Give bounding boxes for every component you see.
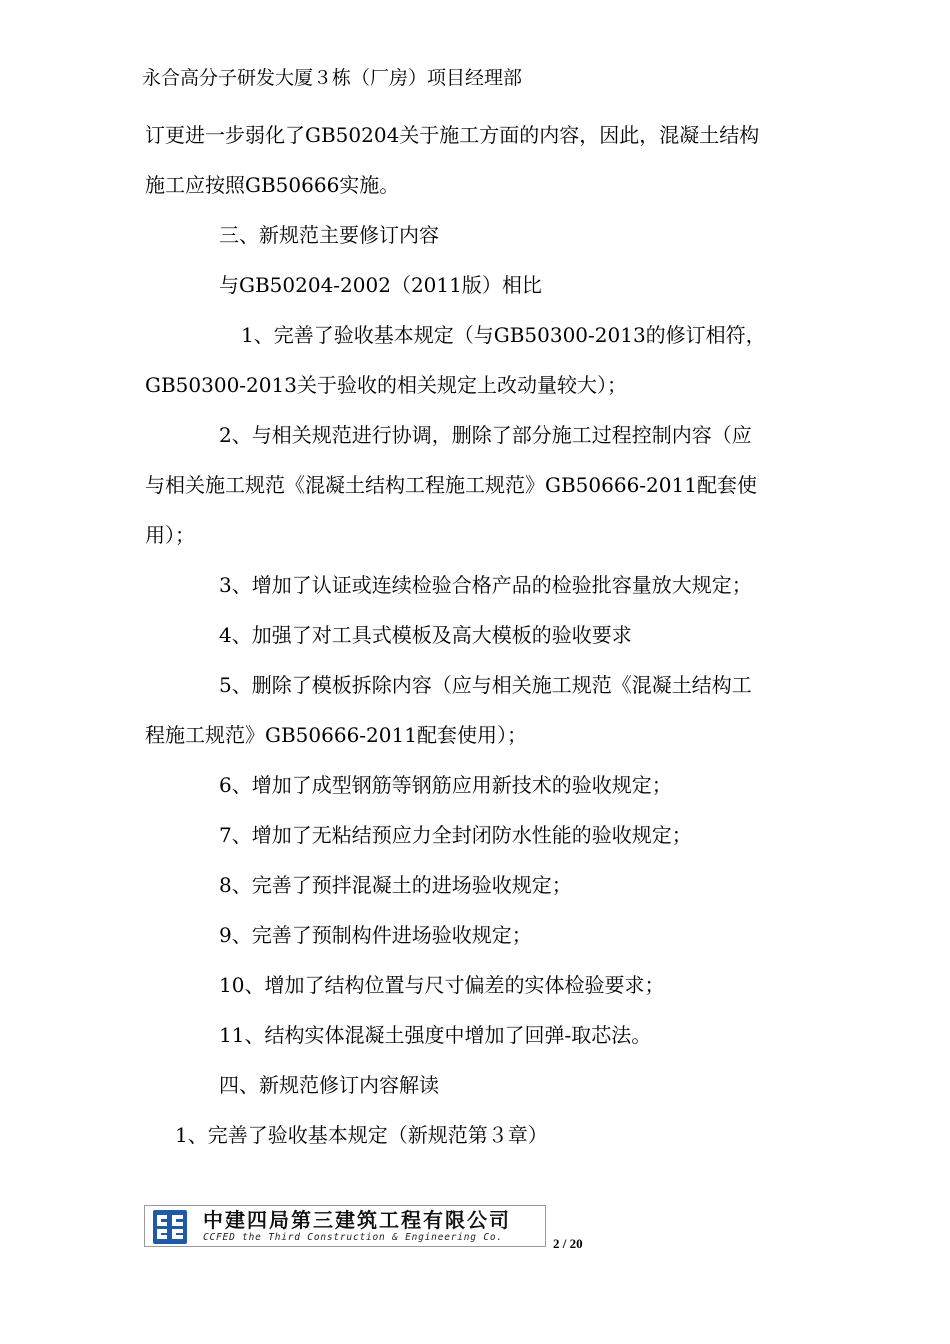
section-heading-3: 三、新规范主要修订内容 bbox=[219, 223, 439, 247]
body-line-2: 施工应按照GB50666实施。 bbox=[145, 173, 400, 197]
list-item-10: 10、增加了结构位置与尺寸偏差的实体检验要求； bbox=[219, 973, 665, 997]
list-item-9: 9、完善了预制构件进场验收规定； bbox=[219, 923, 532, 947]
list-item-1-line-2: GB50300-2013关于验收的相关规定上改动量较大）； bbox=[145, 373, 627, 397]
list-item-8: 8、完善了预拌混凝土的进场验收规定； bbox=[219, 873, 572, 897]
company-name-en: CCFED the Third Construction & Engineering Co. bbox=[203, 1232, 503, 1243]
company-name-cn: 中建四局第三建筑工程有限公司 bbox=[203, 1208, 511, 1232]
company-logo-banner bbox=[144, 1205, 546, 1247]
section-heading-4: 四、新规范修订内容解读 bbox=[219, 1073, 439, 1097]
list-item-3: 3、增加了认证或连续检验合格产品的检验批容量放大规定； bbox=[219, 573, 752, 597]
list-item-5-line-1: 5、删除了模板拆除内容（应与相关施工规范《混凝土结构工 bbox=[219, 673, 752, 697]
document-header: 永合高分子研发大厦３栋（厂房）项目经理部 bbox=[142, 67, 523, 89]
list-item-4: 4、加强了对工具式模板及高大模板的验收要求 bbox=[219, 623, 632, 647]
cscec-logo-icon bbox=[153, 1210, 187, 1244]
list-item-7: 7、增加了无粘结预应力全封闭防水性能的验收规定； bbox=[219, 823, 692, 847]
subsection-heading-1: 1、完善了验收基本规定（新规范第３章） bbox=[175, 1123, 548, 1147]
body-line-1: 订更进一步弱化了GB50204关于施工方面的内容，因此，混凝土结构 bbox=[145, 123, 760, 147]
list-item-2-line-2: 与相关施工规范《混凝土结构工程施工规范》GB50666-2011配套使 bbox=[145, 473, 757, 497]
body-line-4: 与GB50204-2002（2011版）相比 bbox=[219, 273, 542, 297]
list-item-6: 6、增加了成型钢筋等钢筋应用新技术的验收规定； bbox=[219, 773, 672, 797]
list-item-1-line-1: 1、完善了验收基本规定（与GB50300-2013的修订相符， bbox=[241, 323, 766, 347]
page-number: 2 / 20 bbox=[553, 1236, 583, 1251]
list-item-2-line-1: 2、与相关规范进行协调，删除了部分施工过程控制内容（应 bbox=[219, 423, 752, 447]
list-item-5-line-2: 程施工规范》GB50666-2011配套使用）； bbox=[145, 723, 527, 747]
list-item-2-line-3: 用）； bbox=[145, 523, 195, 547]
list-item-11: 11、结构实体混凝土强度中增加了回弹-取芯法。 bbox=[219, 1023, 652, 1047]
